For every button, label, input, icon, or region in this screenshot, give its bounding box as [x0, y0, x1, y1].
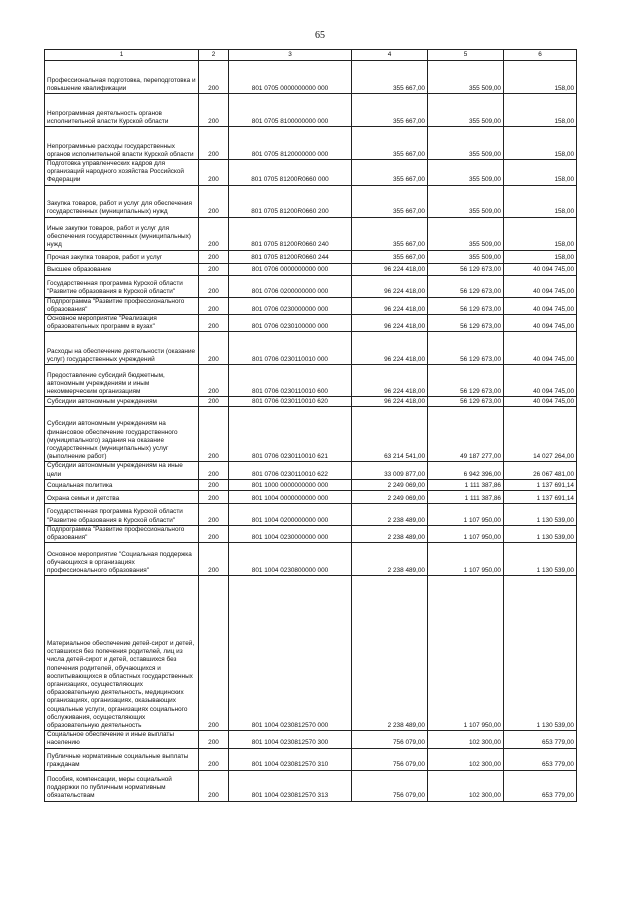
row-code: 801 0706 0230110010 000 [229, 332, 352, 365]
table-row [45, 503, 577, 525]
row-value-col5: 102 300,00 [428, 731, 504, 748]
row-code: 801 0706 0200000000 000 [229, 275, 352, 297]
col-header: 5 [428, 50, 504, 61]
row-value-col5: 1 111 387,86 [428, 479, 504, 490]
row-value-col4: 355 667,00 [352, 61, 428, 94]
row-value-col5: 355 509,00 [428, 127, 504, 160]
row-name: Высшее образование [45, 263, 199, 275]
row-col2: 200 [199, 407, 229, 462]
row-value-col6: 1 130 539,00 [504, 503, 577, 525]
table-row [45, 407, 577, 462]
row-name: Непрограммные расходы государственных органов исполнительной власти Курской области [45, 127, 199, 160]
row-value-col4: 96 224 418,00 [352, 397, 428, 407]
row-col2: 200 [199, 297, 229, 314]
row-value-col6: 40 094 745,00 [504, 365, 577, 397]
row-code: 801 1004 0230812570 300 [229, 731, 352, 748]
row-col2: 200 [199, 731, 229, 748]
row-value-col6: 1 130 539,00 [504, 576, 577, 731]
table-row [45, 397, 577, 407]
row-value-col4: 2 249 069,00 [352, 479, 428, 490]
row-col2: 200 [199, 490, 229, 503]
row-col2: 200 [199, 332, 229, 365]
row-value-col6: 1 130 539,00 [504, 525, 577, 542]
row-code: 801 1004 0000000000 000 [229, 490, 352, 503]
row-value-col4: 2 238 489,00 [352, 503, 428, 525]
table-row [45, 576, 577, 731]
row-value-col6: 40 094 745,00 [504, 332, 577, 365]
row-name: Охрана семьи и детства [45, 490, 199, 503]
row-value-col4: 2 238 489,00 [352, 525, 428, 542]
page-number: 65 [315, 30, 325, 41]
row-value-col6: 158,00 [504, 61, 577, 94]
table-row [45, 263, 577, 275]
row-value-col4: 2 238 489,00 [352, 576, 428, 731]
row-col2: 200 [199, 61, 229, 94]
row-code: 801 0705 81200R0660 244 [229, 250, 352, 263]
row-name: Субсидии автономным учреждениям на иные цели [45, 462, 199, 479]
row-name: Государственная программа Курской области "Развитие образования в Курской области" [45, 503, 199, 525]
row-value-col5: 56 129 673,00 [428, 365, 504, 397]
row-code: 801 1004 0230812570 313 [229, 770, 352, 801]
row-code: 801 0705 81200R0660 240 [229, 217, 352, 250]
row-code: 801 1004 0230800000 000 [229, 543, 352, 576]
row-code: 801 0706 0000000000 000 [229, 263, 352, 275]
col-header: 3 [229, 50, 352, 61]
row-name: Предоставление субсидий бюджетным, автономным учреждениям и иным некоммерческим организациям [45, 365, 199, 397]
row-code: 801 0706 0230100000 000 [229, 315, 352, 332]
row-name: Субсидии автономным учреждениям [45, 397, 199, 407]
table-row [45, 250, 577, 263]
row-value-col4: 2 249 069,00 [352, 490, 428, 503]
row-value-col6: 40 094 745,00 [504, 263, 577, 275]
row-value-col5: 1 107 950,00 [428, 576, 504, 731]
table-row [45, 462, 577, 479]
row-value-col6: 653 779,00 [504, 731, 577, 748]
row-col2: 200 [199, 525, 229, 542]
row-value-col5: 102 300,00 [428, 770, 504, 801]
row-code: 801 0705 81200R0660 000 [229, 160, 352, 186]
row-value-col5: 355 509,00 [428, 185, 504, 217]
row-code: 801 0706 0230000000 000 [229, 297, 352, 314]
table-row [45, 217, 577, 250]
row-code: 801 0706 0230110010 621 [229, 407, 352, 462]
row-value-col6: 158,00 [504, 217, 577, 250]
row-value-col5: 6 942 396,00 [428, 462, 504, 479]
row-value-col6: 158,00 [504, 94, 577, 127]
row-value-col5: 102 300,00 [428, 748, 504, 770]
row-name: Материальное обеспечение детей-сирот и детей, оставшихся без попечения родителей, лиц из числа детей-сирот и детей, оставшихся без попечения родителей, обучающихся и воспитывающихся в областных государственных организациях, осуществляющих образовательную деятельность, медицинских организациях, организациях, оказывающих социальные услуги, организациях социального обслуживания, осуществляющих образовательную деятельность [45, 576, 199, 731]
row-code: 801 0706 0230110010 620 [229, 397, 352, 407]
table-row [45, 127, 577, 160]
row-value-col4: 756 079,00 [352, 731, 428, 748]
row-value-col5: 56 129 673,00 [428, 397, 504, 407]
row-col2: 200 [199, 275, 229, 297]
row-value-col4: 96 224 418,00 [352, 315, 428, 332]
row-code: 801 1004 0230812570 000 [229, 576, 352, 731]
row-col2: 200 [199, 748, 229, 770]
row-value-col5: 56 129 673,00 [428, 332, 504, 365]
row-code: 801 0706 0230110010 600 [229, 365, 352, 397]
row-name: Закупка товаров, работ и услуг для обеспечения государственных (муниципальных) нужд [45, 185, 199, 217]
row-name: Иные закупки товаров, работ и услуг для обеспечения государственных (муниципальных) нужд [45, 217, 199, 250]
row-value-col6: 158,00 [504, 160, 577, 186]
row-name: Социальная политика [45, 479, 199, 490]
table-row [45, 297, 577, 314]
row-col2: 200 [199, 94, 229, 127]
row-value-col5: 355 509,00 [428, 94, 504, 127]
row-col2: 200 [199, 127, 229, 160]
table-row [45, 770, 577, 801]
row-value-col6: 1 137 691,14 [504, 490, 577, 503]
row-name: Пособия, компенсации, меры социальной поддержки по публичным нормативным обязательствам [45, 770, 199, 801]
row-value-col4: 96 224 418,00 [352, 332, 428, 365]
row-value-col5: 56 129 673,00 [428, 315, 504, 332]
row-value-col4: 355 667,00 [352, 185, 428, 217]
row-name: Расходы на обеспечение деятельности (оказание услуг) государственных учреждений [45, 332, 199, 365]
row-code: 801 0705 8100000000 000 [229, 94, 352, 127]
col-header: 2 [199, 50, 229, 61]
budget-table [44, 49, 577, 802]
row-col2: 200 [199, 217, 229, 250]
row-code: 801 0705 81200R0660 200 [229, 185, 352, 217]
col-header: 1 [45, 50, 199, 61]
row-value-col4: 756 079,00 [352, 748, 428, 770]
table-row [45, 731, 577, 748]
table-row [45, 479, 577, 490]
row-name: Государственная программа Курской области "Развитие образования в Курской области" [45, 275, 199, 297]
table-row [45, 61, 577, 94]
row-col2: 200 [199, 462, 229, 479]
row-col2: 200 [199, 397, 229, 407]
table-row [45, 748, 577, 770]
row-col2: 200 [199, 160, 229, 186]
col-header: 4 [352, 50, 428, 61]
table-row [45, 365, 577, 397]
row-value-col4: 355 667,00 [352, 160, 428, 186]
row-value-col6: 40 094 745,00 [504, 297, 577, 314]
row-value-col5: 1 107 950,00 [428, 503, 504, 525]
row-value-col6: 26 067 481,00 [504, 462, 577, 479]
row-value-col5: 355 509,00 [428, 217, 504, 250]
row-value-col6: 158,00 [504, 185, 577, 217]
row-value-col4: 33 009 877,00 [352, 462, 428, 479]
row-name: Основное мероприятие "Реализация образовательных программ в вузах" [45, 315, 199, 332]
row-value-col6: 14 027 264,00 [504, 407, 577, 462]
row-col2: 200 [199, 543, 229, 576]
row-value-col5: 355 509,00 [428, 250, 504, 263]
row-value-col4: 96 224 418,00 [352, 365, 428, 397]
row-value-col5: 1 111 387,86 [428, 490, 504, 503]
col-header: 6 [504, 50, 577, 61]
row-name: Подпрограмма "Развитие профессионального образования" [45, 525, 199, 542]
row-name: Социальное обеспечение и иные выплаты населению [45, 731, 199, 748]
row-value-col4: 355 667,00 [352, 94, 428, 127]
row-code: 801 1004 0230000000 000 [229, 525, 352, 542]
row-value-col4: 2 238 489,00 [352, 543, 428, 576]
row-value-col6: 1 137 691,14 [504, 479, 577, 490]
row-code: 801 0706 0230110010 622 [229, 462, 352, 479]
row-code: 801 1000 0000000000 000 [229, 479, 352, 490]
table-row [45, 94, 577, 127]
row-col2: 200 [199, 185, 229, 217]
row-value-col5: 355 509,00 [428, 61, 504, 94]
row-value-col4: 63 214 541,00 [352, 407, 428, 462]
row-name: Публичные нормативные социальные выплаты гражданам [45, 748, 199, 770]
row-col2: 200 [199, 365, 229, 397]
row-value-col4: 355 667,00 [352, 217, 428, 250]
row-value-col6: 158,00 [504, 127, 577, 160]
table-row [45, 490, 577, 503]
row-value-col6: 40 094 745,00 [504, 275, 577, 297]
table-row [45, 275, 577, 297]
row-value-col6: 1 130 539,00 [504, 543, 577, 576]
row-value-col5: 1 107 950,00 [428, 525, 504, 542]
row-col2: 200 [199, 576, 229, 731]
table-row [45, 185, 577, 217]
row-code: 801 0705 0000000000 000 [229, 61, 352, 94]
row-value-col6: 40 094 745,00 [504, 397, 577, 407]
row-col2: 200 [199, 503, 229, 525]
row-value-col5: 56 129 673,00 [428, 275, 504, 297]
row-value-col6: 653 779,00 [504, 748, 577, 770]
row-value-col5: 56 129 673,00 [428, 297, 504, 314]
row-col2: 200 [199, 250, 229, 263]
row-value-col6: 653 779,00 [504, 770, 577, 801]
row-value-col4: 96 224 418,00 [352, 263, 428, 275]
row-value-col5: 49 187 277,00 [428, 407, 504, 462]
header-row [45, 50, 577, 61]
table-row [45, 543, 577, 576]
table-row [45, 315, 577, 332]
row-value-col4: 96 224 418,00 [352, 275, 428, 297]
row-value-col4: 355 667,00 [352, 127, 428, 160]
row-col2: 200 [199, 315, 229, 332]
row-value-col6: 40 094 745,00 [504, 315, 577, 332]
row-name: Подготовка управленческих кадров для организаций народного хозяйства Российской Федерации [45, 160, 199, 186]
row-code: 801 0705 8120000000 000 [229, 127, 352, 160]
row-value-col5: 355 509,00 [428, 160, 504, 186]
row-value-col6: 158,00 [504, 250, 577, 263]
table-row [45, 525, 577, 542]
row-col2: 200 [199, 479, 229, 490]
row-name: Подпрограмма "Развитие профессионального образования" [45, 297, 199, 314]
row-value-col4: 756 079,00 [352, 770, 428, 801]
row-code: 801 1004 0230812570 310 [229, 748, 352, 770]
row-name: Прочая закупка товаров, работ и услуг [45, 250, 199, 263]
row-value-col4: 96 224 418,00 [352, 297, 428, 314]
row-code: 801 1004 0200000000 000 [229, 503, 352, 525]
row-value-col4: 355 667,00 [352, 250, 428, 263]
row-name: Субсидии автономным учреждениям на финансовое обеспечение государственного (муниципального) задания на оказание государственных (муниципальных) услуг (выполнение работ) [45, 407, 199, 462]
row-name: Непрограммная деятельность органов исполнительной власти Курской области [45, 94, 199, 127]
row-name: Основное мероприятие "Социальная поддержка обучающихся в организациях профессионального образования" [45, 543, 199, 576]
row-name: Профессиональная подготовка, переподготовка и повышение квалификации [45, 61, 199, 94]
row-value-col5: 1 107 950,00 [428, 543, 504, 576]
table-row [45, 160, 577, 186]
row-col2: 200 [199, 770, 229, 801]
row-value-col5: 56 129 673,00 [428, 263, 504, 275]
row-col2: 200 [199, 263, 229, 275]
table-row [45, 332, 577, 365]
